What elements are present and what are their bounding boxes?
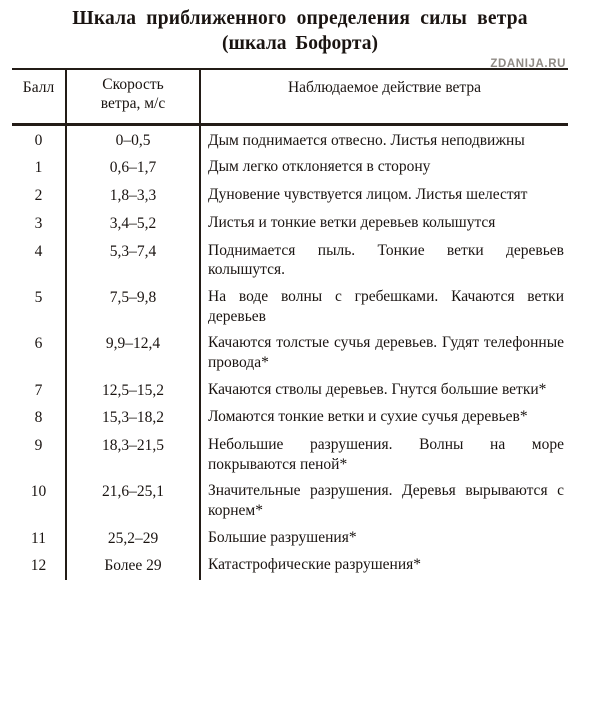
cell-score: 6 [34,335,43,353]
table-row [12,525,568,553]
cell-description: Ломаются тонкие ветки и сухие сучья деревьев* [200,404,568,432]
table-row [12,284,568,330]
table-row [12,124,568,154]
cell-score: 12 [30,557,47,575]
page-title: Шкала приближенного определения силы ветра [72,8,528,29]
table-row [12,478,568,524]
table-header-row [12,69,568,124]
table-row [12,238,568,284]
cell-speed: 0–0,5 [66,124,200,154]
table-row [12,154,568,182]
table-row [12,210,568,238]
cell-description: Дуновение чувствуется лицом. Листья шелестят [200,182,568,210]
cell-speed: 3,4–5,2 [66,210,200,238]
cell-speed: 21,6–25,1 [66,478,200,524]
table-body [12,124,568,580]
cell-score: 11 [31,529,46,547]
table-header [12,69,568,124]
cell-description: На воде волны с гребешками. Качаются ветки деревьев [200,284,568,330]
title-block [0,0,600,55]
beaufort-table-container [12,68,568,580]
cell-description: Качаются стволы деревьев. Гнутся большие ветки* [200,377,568,405]
cell-score: 8 [34,409,43,427]
page-subtitle: (шкала Бофорта) [222,33,378,54]
cell-score: 2 [34,187,43,205]
cell-description: Катастрофические разрушения* [200,552,568,580]
column-header-speed-line2: ветра, м/с [100,94,166,112]
table-row [12,182,568,210]
table-row [12,552,568,580]
column-header-score: Балл [12,69,66,124]
cell-speed: 12,5–15,2 [66,377,200,405]
cell-description: Дым поднимается отвесно. Листья неподвижны [200,124,568,154]
column-header-description: Наблюдаемое действие ветра [200,69,568,124]
table-row [12,432,568,478]
cell-speed: 25,2–29 [66,525,200,553]
cell-speed: 5,3–7,4 [66,238,200,284]
cell-description: Дым легко отклоняется в сторону [200,154,568,182]
cell-score: 10 [30,483,47,501]
cell-speed: 0,6–1,7 [66,154,200,182]
column-header-speed-line1: Скорость [102,76,164,93]
cell-description: Большие разрушения* [200,525,568,553]
cell-score: 1 [34,159,43,177]
watermark-text: ZDANIJA.RU [490,58,566,70]
cell-score: 5 [34,288,43,306]
cell-description: Листья и тонкие ветки деревьев колышутся [200,210,568,238]
cell-speed: 18,3–21,5 [66,432,200,478]
cell-speed: Более 29 [66,552,200,580]
column-header-speed [66,69,200,124]
cell-score: 3 [34,214,43,232]
cell-score: 9 [34,436,43,454]
cell-speed: 1,8–3,3 [66,182,200,210]
beaufort-scale-table [12,68,568,580]
table-row [12,377,568,405]
cell-score: 0 [34,131,43,149]
cell-description: Значительные разрушения. Деревья вырываются с корнем* [200,478,568,524]
cell-speed: 9,9–12,4 [66,330,200,376]
cell-speed: 7,5–9,8 [66,284,200,330]
cell-score: 7 [34,381,43,399]
table-row [12,330,568,376]
cell-score: 4 [34,242,43,260]
cell-speed: 15,3–18,2 [66,404,200,432]
table-row [12,404,568,432]
cell-description: Качаются толстые сучья деревьев. Гудят телефонные провода* [200,330,568,376]
cell-description: Поднимается пыль. Тонкие ветки деревьев колышутся. [200,238,568,284]
cell-description: Небольшие разрушения. Волны на море покрываются пеной* [200,432,568,478]
